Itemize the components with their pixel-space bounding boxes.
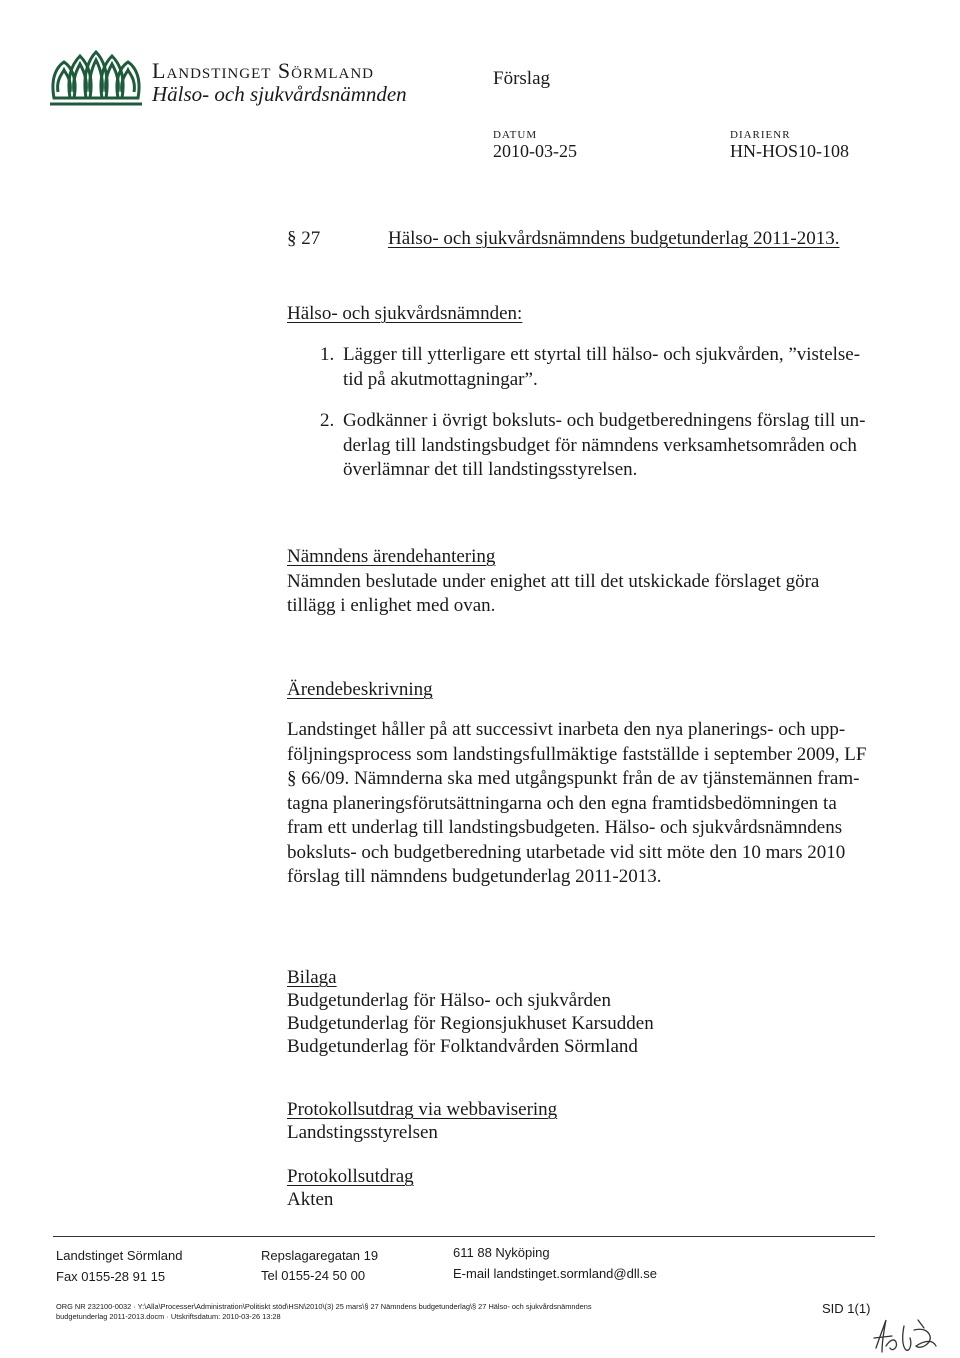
description-heading: Ärendebeskrivning: [287, 679, 433, 700]
diarienr-value: HN-HOS10-108: [730, 141, 849, 161]
decision-item-2-line: överlämnar det till landstingsstyrelsen.: [343, 459, 638, 480]
datum-label: DATUM: [493, 129, 538, 141]
paragraph-title: Hälso- och sjukvårdsnämndens budgetunderlag 2011-2013.: [388, 228, 840, 249]
document-type: Förslag: [493, 68, 550, 89]
footer-divider: [53, 1236, 875, 1237]
decision-item-1-line: tid på akutmottagningar”.: [343, 368, 538, 390]
footer-postal: 611 88 Nyköping: [453, 1245, 550, 1260]
description-line: Landstinget håller på att successivt inarbeta den nya planerings- och upp-: [287, 719, 846, 740]
extract-recipient: Akten: [287, 1189, 334, 1210]
handling-section: [287, 545, 819, 619]
footer-fax: Fax 0155-28 91 15: [56, 1269, 166, 1284]
description-line: fram ett underlag till landstingsbudgeten. Hälso- och sjukvårdsnämndens: [287, 817, 843, 838]
attachment-item: Budgetunderlag för Hälso- och sjukvården: [287, 990, 611, 1011]
footer-file-path: ORG NR 232100-0032 · Y:\Alla\Processer\Administration\Politiskt stöd\HSN\2010\(3) 25 mars\§ 27 Nämndens budgetunderlag\§ 27 Hälso- och sjukvårdsnämndens: [56, 1302, 592, 1311]
web-extract-recipient: Landstingsstyrelsen: [287, 1122, 438, 1143]
decision-item-1-line: Lägger till ytterligare ett styrtal till hälso- och sjukvården, ”vistelse-: [343, 344, 861, 365]
attachment-item: Budgetunderlag för Regionsjukhuset Karsudden: [287, 1013, 654, 1034]
description-line: följningsprocess som landstingsfullmäktige fastställde i september 2009, LF: [287, 743, 867, 765]
org-subtitle: Hälso- och sjukvårdsnämnden: [152, 82, 407, 106]
web-extract-section: [287, 1098, 557, 1144]
decision-item-2-line: derlag till landstingsbudget för nämndens verksamhetsområden och: [343, 434, 857, 456]
attachments-section: [287, 966, 654, 1058]
diarienr-label: DIARIENR: [730, 129, 791, 141]
footer-email: E-mail landstinget.sormland@dll.se: [453, 1266, 657, 1281]
decision-item-number: 2.: [320, 410, 335, 431]
attachments-heading: Bilaga: [287, 967, 337, 988]
footer-street: Repslagaregatan 19: [261, 1248, 379, 1263]
decision-item-number: 1.: [320, 344, 335, 365]
description-line: tagna planeringsförutsättningarna och den egna framtidsbedömningen ta: [287, 792, 837, 814]
web-extract-heading: Protokollsutdrag via webbavisering: [287, 1099, 558, 1120]
extract-section: [287, 1165, 414, 1211]
description-line: förslag till nämndens budgetunderlag 2011-2013.: [287, 866, 662, 887]
decision-item-1: [343, 343, 860, 392]
description-line: § 66/09. Nämnderna ska med utgångspunkt från de av tjänstemännen fram-: [287, 768, 860, 789]
attachment-item: Budgetunderlag för Folktandvården Sörmland: [287, 1036, 638, 1057]
description-line: boksluts- och budgetberedning utarbetade vid sitt möte den 10 mars 2010: [287, 841, 846, 863]
handling-line: tillägg i enlighet med ovan.: [287, 595, 496, 616]
decision-item-2-line: Godkänner i övrigt boksluts- och budgetberedningens förslag till un-: [343, 410, 866, 431]
decision-item-2: [343, 409, 865, 483]
org-name: Landstinget Sörmland: [152, 58, 374, 83]
handling-line: Nämnden beslutade under enighet att till det utskickade förslaget göra: [287, 570, 820, 592]
footer-org: Landstinget Sörmland: [56, 1248, 183, 1263]
footer-tel: Tel 0155-24 50 00: [261, 1268, 366, 1283]
extract-heading: Protokollsutdrag: [287, 1166, 414, 1187]
landstinget-logo: [48, 48, 144, 112]
handwritten-initials: [870, 1316, 940, 1356]
description-body: [287, 718, 866, 890]
decision-heading: Hälso- och sjukvårdsnämnden:: [287, 303, 523, 324]
datum-value: 2010-03-25: [493, 141, 577, 161]
page-number: SID 1(1): [822, 1301, 871, 1316]
handling-heading: Nämndens ärendehantering: [287, 546, 496, 567]
footer-print-date: budgetunderlag 2011-2013.docm · Utskriftsdatum: 2010-03-26 13:28: [56, 1312, 281, 1321]
paragraph-number: § 27: [287, 228, 321, 249]
